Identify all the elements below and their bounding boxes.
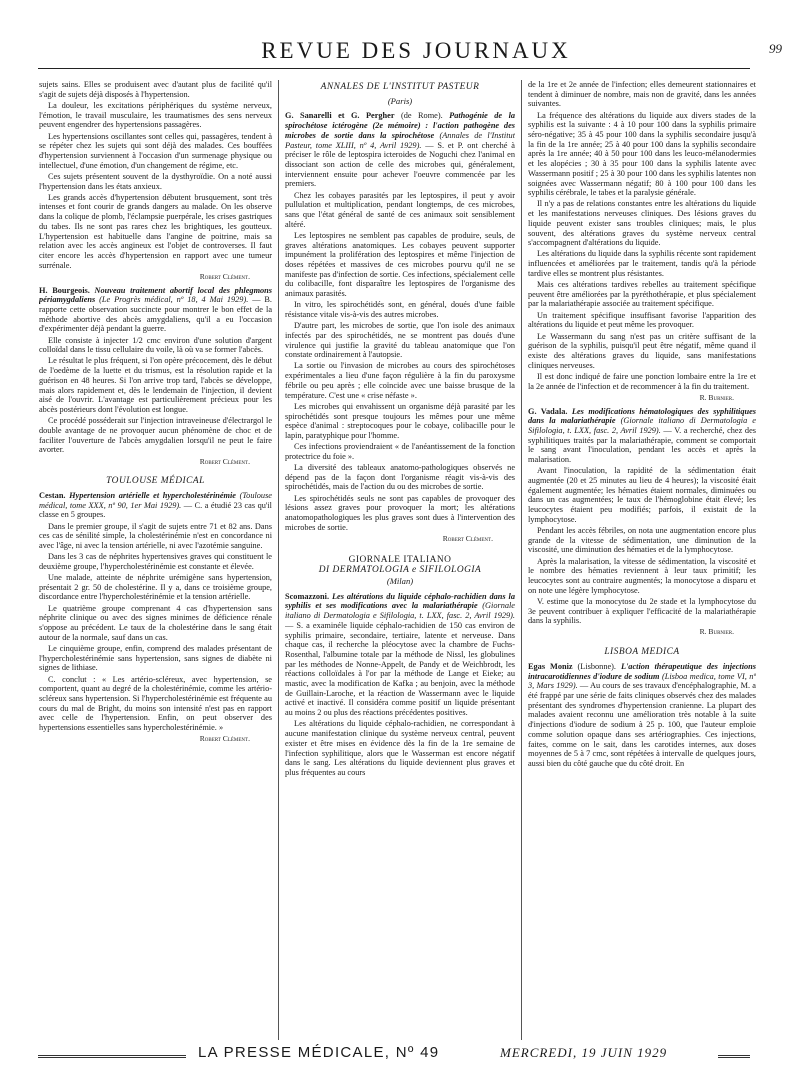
paragraph: In vitro, les spirochétidés sont, en général, doués d'une faible résistance vitale vis-à-vis des autres microbes. bbox=[285, 300, 515, 319]
paragraph: Le cinquième groupe, enfin, comprend des malades présentant de l'hypercholestérinémie sans hypertension, sans signes de diabète ni signes de lithiase. bbox=[39, 643, 272, 673]
article-reference: (Giornale italiano di Dermatologia e Sifilologia, t. LXX, fasc. 2, Avril 1929). bbox=[528, 416, 756, 435]
paragraph: Les altérations du liquide céphalo-rachidien, ne correspondant à aucune manifestation clinique du système nerveux central, peuvent exister et être mises en évidence dès la fin de la 1re semaine de l'infection syphilitique, alors que le Wasserman est encore négatif dans le sang. Les altérations du liquide deviennent plus graves et plus fréquentes au cours bbox=[285, 719, 515, 777]
section-heading: ANNALES DE L'INSTITUT PASTEUR bbox=[320, 82, 480, 92]
paragraph: Dans le premier groupe, il s'agit de sujets entre 71 et 82 ans. Dans ces cas de sénilité simple, la cholestérinémie n'est en concordance ni avec l'âge, ni avec la tension artérielle, ni avec l'azotémie sanguine. bbox=[39, 521, 272, 550]
column-middle bbox=[285, 80, 515, 1046]
paragraph: La sortie ou l'invasion de microbes au cours des spirochétoses expérimentales a lieu d'une façon régulière à la fin du paroxysme fébrile ou peu après ; elle coïncide avec une baisse brusque de la température. C'est une « crise néfaste ». bbox=[285, 361, 515, 400]
signature bbox=[39, 457, 250, 467]
signature bbox=[39, 734, 250, 744]
page-number: 99 bbox=[769, 41, 782, 56]
header-rule bbox=[38, 68, 750, 69]
section-heading: TOULOUSE MÉDICAL bbox=[106, 476, 205, 487]
article-title: Les altérations du liquide céphalo-rachidien dans la syphilis et ses modifications avec la malariathérapie bbox=[285, 591, 515, 611]
column-divider bbox=[521, 80, 522, 1040]
article-title: Pathogénie de la spirochétose ictérogène (2e mémoire) : l'action pathogène des microbes de sortie dans la spirochétose bbox=[285, 111, 515, 140]
article-title: Les modifications hématologiques des syphilitiques dans la malariathérapie bbox=[528, 406, 756, 426]
paragraph: Le résultat le plus fréquent, si l'on opère précocement, dès le début de l'oedème de la luette et du trismus, est la résolution rapide et la guérison en 48 heures. Si l'on arrive trop tard, l'abcès se développe, mais alors rapidement et, dès le lendemain de l'injection, il devient aisé de l'ouvrir. L'avantage est particulièrement précieux pour les abcès postérieurs dont l'évolution est longue. bbox=[39, 356, 272, 414]
article-body: — C. a étudié 23 cas qu'il classe en 5 groupes. bbox=[39, 500, 272, 520]
paragraph: La diversité des tableaux anatomo-pathologiques observés ne dépend pas de la façon dont l'organisme réagit vis-à-vis des spirochétidés, mais de l'action du ou des microbes de sortie. bbox=[285, 463, 515, 492]
article-body: — S. a examinéle liquide céphalo-rachidien de 150 cas environ de syphilis primaire, secondaire, tertiaire, latente et nerveuse. Dans chaque cas, il recherche la pléocytose avec la chambre de Fuchs-Rosenthal, l'albumine totale par la méthode de Nissl, les globulines par les méthodes de Nonne-Appelt, de Pandy et de Weichbrodt, les réactions colloïdales à l'or par la méthode de Lange et Eieke; au mastic, avec la modification de Kafka ; au benjoin, avec la méthode de Guillain-Laroche, et la réaction de Wassermann avec le liquide activé et inactivé. Il considéra comme positif un liquide présentant au moins 2 ou plus des réactions précédentes positives. bbox=[285, 620, 515, 718]
page-title: REVUE DES JOURNAUX bbox=[261, 38, 571, 63]
paragraph: Ces infections proviendraient « de l'anéantissement de la fonction protectrice du foie ». bbox=[285, 442, 515, 461]
article-author: Cestan. bbox=[39, 490, 66, 500]
paragraph: Ce procédé posséderait sur l'injection intraveineuse d'électrargol le double avantage de ne provoquer aucun phénomène de choc et de faciliter l'ouverture de l'abcès amygdalien lorsqu'il ne peut le faire avorter. bbox=[39, 416, 272, 455]
article-reference: (Lisboa medica, tome VI, nº 3, Mars 1929). bbox=[528, 671, 756, 691]
footer-rule bbox=[718, 1055, 750, 1058]
article-body: — Au cours de ses travaux d'encéphalographie, M. a été frappé par une série de faits cliniques observés chez des malades présentant des syndromes d'hypertension cranienne. La plupart des malades avaient reconnu une amélioration très notable à la suite d'injections d'iodure de sodium à 25 p. 100, que l'auteur emploie comme solution opaque dans ses artériographies. Ces injections, faites, comme on le sait, dans les carotides internes, aux doses moyennes de 5 à 7 cmc, sont répétées à intervalle de quelques jours, aussi bien du côté gauche que du côté droit. En bbox=[528, 681, 756, 768]
article-body: — V. a recherché, chez des syphilitiques traités par la malariathérapie, comment se comportait le sang avant l'inoculation, pendant les accès et après la malarisation. bbox=[528, 425, 756, 465]
signature-text: R. Burnier. bbox=[699, 392, 734, 402]
signature bbox=[285, 534, 493, 544]
section-heading: GIORNALE ITALIANO bbox=[348, 554, 452, 565]
paragraph: La fréquence des altérations du liquide aux divers stades de la syphilis est la suivante : 4 à 10 pour 100 dans la syphilis primaire séro-négative; 35 à 45 pour 100 dans la syphilis secondaire jusqu'à la fin de la 1re année; 25 à 40 pour 100 dans la syphilis secondaire après la 1re année; 40 à 50 pour 100 dans les leuco-mélanodermies et les alopécies ; 30 à 35 pour 100 dans la syphilis latente avec Wassermann positif ; 25 à 30 pour 100 dans les syphilis latentes non soignées avec Wassermann négatif; 80 à 100 pour 100 dans les syphilis cérébrale, le tabes et la paralysie générale. bbox=[528, 110, 756, 198]
column-divider bbox=[278, 80, 279, 1040]
paragraph: V. estime que la monocytose du 2e stade et la lymphocytose du 3e peuvent contribuer à expliquer l'efficacité de la malariathérapie dans la syphilis. bbox=[528, 596, 756, 626]
article-reference: (Annales de l'Institut Pasteur, tome XLIII, nº 4, Avril 1929). bbox=[285, 130, 515, 150]
signature bbox=[39, 272, 250, 282]
paragraph: Chez les cobayes parasités par les leptospires, il peut y avoir pullulation et multiplication, pendant longtemps, de ces microbes, sans que l'état général de santé de ces animaux soit sensiblement altéré. bbox=[285, 190, 515, 229]
article-lead bbox=[528, 662, 756, 769]
section-subheading: (Paris) bbox=[387, 95, 413, 106]
article-title: Hypertension artérielle et hypercholestérinémie bbox=[69, 490, 236, 500]
paragraph: Un traitement spécifique insuffisant favorise l'apparition des altérations du liquide et peut même les provoquer. bbox=[528, 310, 756, 330]
article-author: Scomazzoni. bbox=[285, 591, 330, 601]
paragraph: Une malade, atteinte de néphrite urémigène sans hypertension, présentait 2 gr. 50 de cholestérine. Il y a, dans ce troisième groupe, discordance entre l'hypercholestérinémie et la tension artérielle. bbox=[39, 573, 272, 602]
article-author: G. Vadala. bbox=[528, 406, 568, 416]
section-subheading: (Milan) bbox=[386, 576, 414, 587]
section-heading-line2: DI DERMATOLOGIA e SIFILOLOGIA bbox=[318, 565, 482, 576]
article-lead bbox=[39, 491, 272, 520]
paragraph: D'autre part, les microbes de sortie, que l'on isole des animaux infectés par des spirochétidés, ne se montrent pas doués d'une virulence qui justifie la gravité du tableau anatomique que l'on constate ordinairement à l'autopsie. bbox=[285, 321, 515, 360]
article-title: L'action thérapeutique des injections intracarotidiennes d'iodure de sodium bbox=[528, 661, 756, 681]
article-lead bbox=[285, 111, 515, 189]
article-author: G. Sanarelli et G. Pergher bbox=[285, 111, 395, 121]
column-right bbox=[528, 80, 756, 1046]
article-reference: (Toulouse médical, tome XXX, nº 90, 1er Mai 1929). bbox=[39, 490, 272, 510]
paragraph: Les spirochétidés seuls ne sont pas capables de provoquer des lésions assez graves pour provoquer la mort; les altérations anatomopathologiques les plus graves sont dues à l'intervention des microbes de sortie. bbox=[285, 493, 515, 532]
article-body: — S. et P. ont cherché à préciser le rôle de leptospira icteroides de Noguchi chez l'animal en dissociant son action de celle des microbes qui, généralement, interviennent ensuite pour achever l'oeuvre commencée par les premiers. bbox=[285, 140, 515, 189]
signature-text: R. Burnier. bbox=[699, 627, 734, 637]
article-author: H. Bourgeois. bbox=[39, 285, 90, 295]
signature-text: Robert Clément. bbox=[199, 734, 250, 744]
signature-text: Robert Clément. bbox=[199, 456, 250, 466]
paragraph: Dans les 3 cas de néphrites hypertensives graves qui constituent le deuxième groupe, l'hypercholestérinémie est constante et élevée. bbox=[39, 552, 272, 571]
paragraph: Les hypertensions oscillantes sont celles qui, passagères, tendent à se répéter chez les sujets qui sont déjà des malades. Ces bouffées d'hypertension surviennent à l'occasion d'un surmenage physique ou intellectuel, d'une émotion, d'un changement de régime, etc. bbox=[39, 131, 272, 170]
footer-journal: LA PRESSE MÉDICALE, Nº 49 bbox=[198, 1044, 440, 1061]
article-reference: (Le Progrès médical, nº 18, 4 Mai 1929). bbox=[99, 295, 249, 305]
paragraph: Les altérations du liquide dans la syphilis récente sont rapidement influencées et améliorées par le traitement, tandis qu'à la période tardive elles se montrent plus résistantes. bbox=[528, 249, 756, 278]
article-author: Egas Moniz bbox=[528, 661, 573, 671]
page-header bbox=[86, 38, 782, 68]
footer-date: MERCREDI, 19 JUIN 1929 bbox=[500, 1045, 668, 1060]
paragraph: Il est donc indiqué de faire une ponction lombaire entre la 1re et la 2e année de l'infection et de recommencer à la fin du traitement. bbox=[528, 371, 756, 391]
paragraph: Les microbes qui envahissent un organisme déjà parasité par les spirochétidés sont presque toujours les mêmes pour une même espèce d'animal : streptocoques pour le cobaye, colibacille pour le lapin, paratyphique pour l'homme. bbox=[285, 401, 515, 440]
column-left bbox=[39, 80, 272, 1046]
signature bbox=[528, 627, 734, 637]
paragraph: Les grands accès d'hypertension débutent brusquement, sont très intenses et font courir de grands dangers au malade. On les observe dans la colique de plomb, l'éclampsie puerpérale, les crises gastriques du tabes. Ils ne sont pas rares chez les brightiques, les goutteux. L'hypertension est habituelle dans l'angine de poitrine, mais sa relation avec les accès angineux est l'objet de controverses. Il faut citer encore les accès d'hypertension en rapport avec une tumeur surrénale. bbox=[39, 192, 272, 270]
article-place: (Lisbonne). bbox=[577, 661, 616, 671]
footer-rule bbox=[38, 1055, 186, 1058]
page-footer bbox=[38, 1046, 750, 1072]
paragraph: Le quatrième groupe comprenant 4 cas d'hypertension sans néphrite clinique ou avec des signes minimes de déficience rénale s'oppose au précédent. Le taux de la cholestérine dans le sang était autour de la normale, sauf dans un cas. bbox=[39, 603, 272, 642]
paragraph: Les leptospires ne semblent pas capables de produire, seuls, de graves altérations anatomiques. Les cobayes peuvent supporter impunément la prolifération des leptospires et même l'injection de doses répétées et massives de ces microbes pourvu qu'il ne se manifeste pas d'infection de sortie. Ces infections, spécialement celle du colibacille, font disparaître les leptospires de l'organisme des animaux parasités. bbox=[285, 230, 515, 299]
signature bbox=[528, 393, 734, 403]
paragraph: Le Wassermann du sang n'est pas un critère suffisant de la guérison de la syphilis, puisqu'il peut être négatif, même quand il existe des altérations graves du liquide, sans manifestations cliniques nerveuses. bbox=[528, 331, 756, 370]
section-heading: LISBOA MEDICA bbox=[604, 647, 680, 658]
article-reference: (Giornale italiano di Dermatologia e Sifilologia, t. LXX, fasc. 2, Avril 1929). bbox=[285, 601, 515, 621]
paragraph: Avant l'inoculation, la rapidité de la sédimentation était augmentée (20 et 25 minutes au lieu de 4 heures); la viscosité était également augmentée; les hématies étaient normales, diminuées ou dans un cas augmentées; le taux de l'hémoglobine était élevé; les leucocytes étaient peu modifiés; parfois, il existait de la lymphocytose. bbox=[528, 466, 756, 524]
paragraph: Mais ces altérations tardives rebelles au traitement spécifique peuvent être améliorées par la pyréthothérapie, et plus spécialement par la malariathérapie associée au traitement spécifique. bbox=[528, 280, 756, 309]
paragraph: Après la malarisation, la vitesse de sédimentation, la viscosité et le nombre des hématies reviennent à leur taux primitif; les leucocytes sont au contraire augmentés; la monocytose a disparu et on note une légère lymphocytose. bbox=[528, 556, 756, 595]
paragraph: de la 1re et 2e année de l'infection; elles demeurent stationnaires et tendent à diminuer de nombre, mais non de gravité, dans les années suivantes. bbox=[528, 80, 756, 109]
paragraph: La douleur, les excitations périphériques du système nerveux, l'émotion, le travail musculaire, les traumatismes des sens nerveux peuvent engendrer des hypertensions passagères. bbox=[39, 100, 272, 130]
article-lead bbox=[528, 407, 756, 465]
paragraph: sujets sains. Elles se produisent avec d'autant plus de facilité qu'il s'agit de sujets déjà disposés à l'hypertension. bbox=[39, 80, 272, 99]
article-body: — B. rapporte cette observation succincte pour montrer le bon effet de la méthode abortive des abcès amygdaliens, qu'il a eu l'occasion d'expérimenter déjà pendant la guerre. bbox=[39, 295, 272, 334]
article-title: Nouveau traitement abortif local des phlegmons périamygdaliens bbox=[39, 285, 272, 305]
article-lead bbox=[39, 286, 272, 335]
paragraph: Pendant les accès fébriles, on nota une augmentation encore plus grande de la vitesse de sédimentation, une diminution de la viscosité, une diminution des hématies et de la lymphocytose. bbox=[528, 525, 756, 555]
signature-text: Robert Clément. bbox=[442, 533, 493, 543]
paragraph: Ces sujets présentent souvent de la dysthyroïdie. On a noté aussi l'hypertension dans les états anxieux. bbox=[39, 171, 272, 191]
paragraph: C. conclut : « Les artério-scléreux, avec hypertension, se comportent, quant au degré de la cholestérinémie, comme les artério-scléreux sans hypertension. Si l'hypercholestérinémie est fréquente au cours du mal de Bright, du moins son intensité n'est pas en rapport avec celle de l'hypertension. Enfin, on peut observer des hypertensions essentielles sans hypercholestérinémie. » bbox=[39, 674, 272, 733]
article-place: (de Rome). bbox=[400, 111, 443, 121]
article-lead bbox=[285, 592, 515, 718]
paragraph: Il n'y a pas de relations constantes entre les altérations du liquide et les manifestations nerveuses cliniques. Des lésions graves du liquide peuvent exister sans troubles cliniques; mais, le plus souvent, des altérations graves du système nerveux central s'accompagnent d'altérations du liquide. bbox=[528, 199, 756, 248]
signature-text: Robert Clément. bbox=[199, 271, 250, 281]
paragraph: Elle consiste à injecter 1/2 cmc environ d'une solution d'argent colloïdal dans le tissu cellulaire du voile, là où va se former l'abcès. bbox=[39, 335, 272, 355]
